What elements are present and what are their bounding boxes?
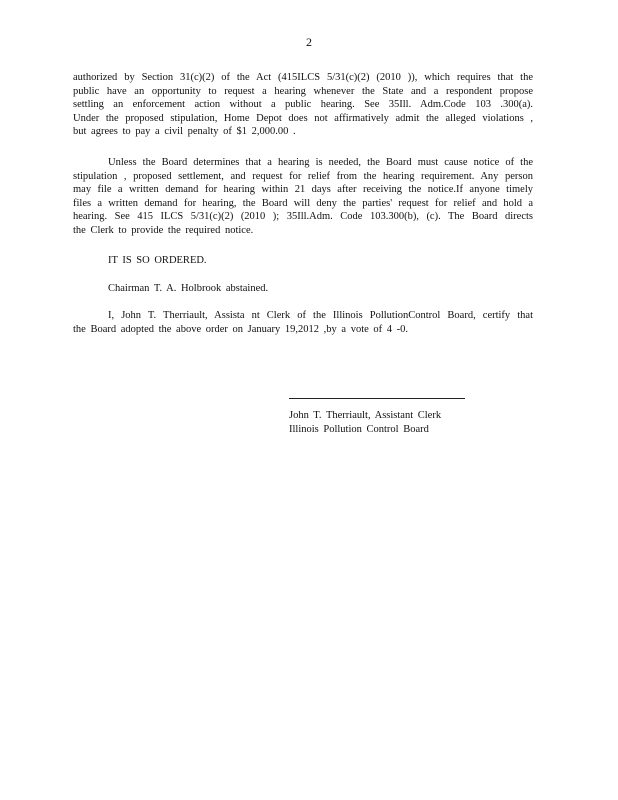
text-line: the Clerk to provide the required notice. xyxy=(73,224,254,236)
text-line: Under the proposed stipulation, Home Depot does not affirmatively admit the alleged violations , xyxy=(73,112,533,124)
text-line: Chairman T. A. Holbrook abstained. xyxy=(108,283,269,294)
page-number: 2 xyxy=(306,35,312,49)
signature-line xyxy=(289,398,465,409)
signature-organization: Illinois Pollution Control Board xyxy=(289,423,429,435)
paragraph-hearing-requirement xyxy=(73,71,533,139)
signature-block xyxy=(289,398,465,436)
text-line: authorized by Section 31(c)(2) of the Act (415ILCS 5/31(c)(2) (2010 )), which requires that the xyxy=(73,72,533,83)
paragraph-notice xyxy=(73,156,533,238)
text-line: files a written demand for hearing, the Board will deny the parties' request for relief and hold a xyxy=(73,197,533,209)
text-line: public have an opportunity to request a hearing whenever the State and a respondent propose xyxy=(73,85,533,97)
paragraph-certification xyxy=(73,309,533,336)
text-line: may file a written demand for hearing within 21 days after receiving the notice.If anyone timely xyxy=(73,184,533,196)
text-line: stipulation , proposed settlement, and request for relief from the hearing requirement. Any person xyxy=(73,170,533,182)
text-line: settling an enforcement action without a public hearing. See 35Ill. Adm.Code 103 .300(a). xyxy=(73,99,533,111)
signature-name-title: John T. Therriault, Assistant Clerk xyxy=(289,410,442,421)
text-line: the Board adopted the above order on January 19,2012 ,by a vote of 4 -0. xyxy=(73,323,409,335)
text-line: IT IS SO ORDERED. xyxy=(108,255,207,266)
paragraph-abstention xyxy=(73,282,533,296)
text-line: I, John T. Therriault, Assista nt Clerk of the Illinois PollutionControl Board, certify that xyxy=(108,310,533,321)
text-line: hearing. See 415 ILCS 5/31(c)(2) (2010 ); 35Ill.Adm. Code 103.300(b), (c). The Board directs xyxy=(73,211,533,223)
text-line: but agrees to pay a civil penalty of $1 2,000.00 . xyxy=(73,126,296,138)
paragraph-so-ordered xyxy=(73,254,533,268)
text-line: Unless the Board determines that a hearing is needed, the Board must cause notice of the xyxy=(108,157,533,168)
